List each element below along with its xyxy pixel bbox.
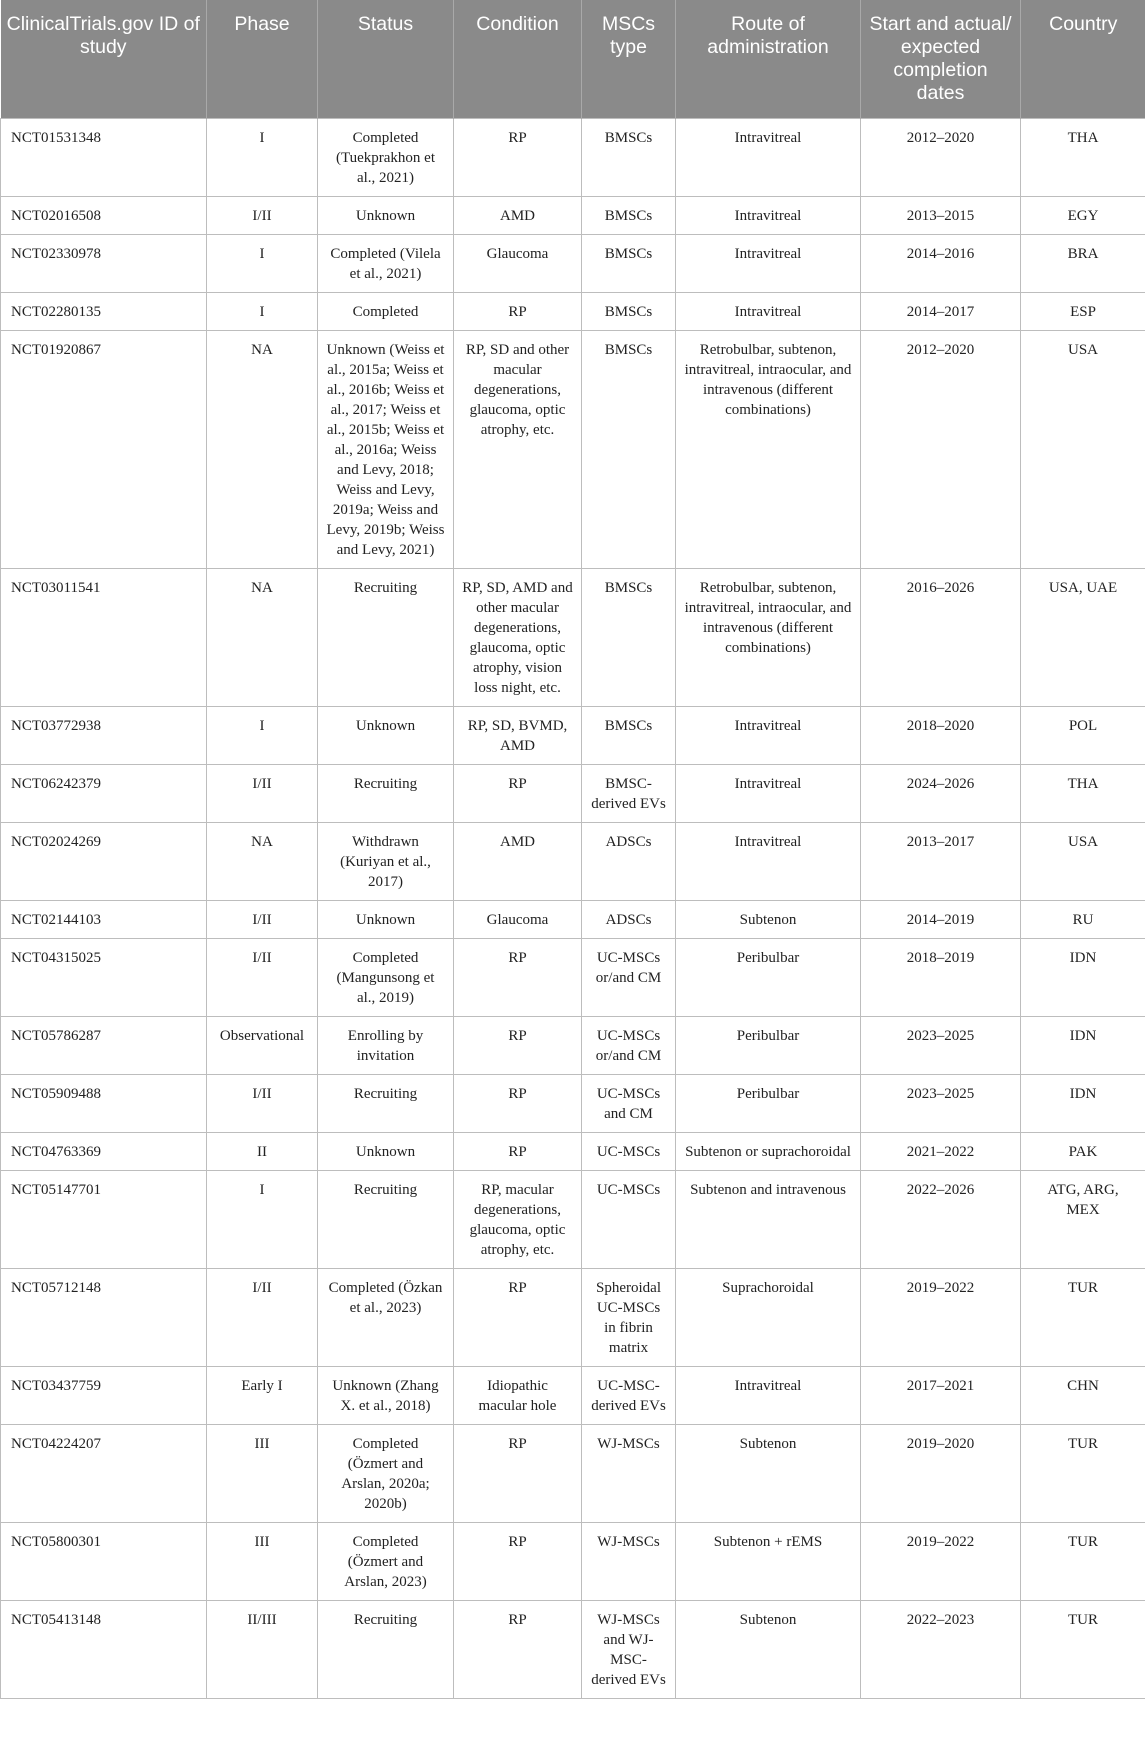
cell-condition: AMD xyxy=(454,196,582,234)
cell-msc-type: ADSCs xyxy=(582,900,676,938)
cell-status: Recruiting xyxy=(318,1074,454,1132)
cell-route: Peribulbar xyxy=(676,1016,861,1074)
cell-country: TUR xyxy=(1021,1600,1145,1698)
cell-phase: I xyxy=(207,1170,318,1268)
cell-status: Completed xyxy=(318,292,454,330)
cell-condition: RP, SD and other macular degenerations, glaucoma, optic atrophy, etc. xyxy=(454,330,582,568)
table-row xyxy=(1,1268,1145,1366)
table-row xyxy=(1,706,1145,764)
cell-status: Completed (Mangunsong et al., 2019) xyxy=(318,938,454,1016)
cell-dates: 2012–2020 xyxy=(861,330,1021,568)
cell-phase: I xyxy=(207,234,318,292)
cell-study-id: NCT03011541 xyxy=(1,568,207,706)
cell-msc-type: Spheroidal UC-MSCs in fibrin matrix xyxy=(582,1268,676,1366)
cell-msc-type: BMSCs xyxy=(582,292,676,330)
cell-condition: Idiopathic macular hole xyxy=(454,1366,582,1424)
cell-msc-type: WJ-MSCs xyxy=(582,1424,676,1522)
cell-dates: 2017–2021 xyxy=(861,1366,1021,1424)
cell-study-id: NCT05413148 xyxy=(1,1600,207,1698)
cell-msc-type: UC-MSCs and CM xyxy=(582,1074,676,1132)
header-msc-type: MSCs type xyxy=(582,0,676,118)
cell-route: Suprachoroidal xyxy=(676,1268,861,1366)
cell-msc-type: WJ-MSCs and WJ-MSC-derived EVs xyxy=(582,1600,676,1698)
cell-route: Intravitreal xyxy=(676,234,861,292)
cell-phase: I/II xyxy=(207,1074,318,1132)
table-row xyxy=(1,822,1145,900)
table-row xyxy=(1,1424,1145,1522)
cell-study-id: NCT04315025 xyxy=(1,938,207,1016)
cell-study-id: NCT04763369 xyxy=(1,1132,207,1170)
table-row xyxy=(1,330,1145,568)
cell-country: IDN xyxy=(1021,1074,1145,1132)
cell-msc-type: UC-MSCs or/and CM xyxy=(582,938,676,1016)
cell-condition: RP xyxy=(454,764,582,822)
cell-condition: RP xyxy=(454,1016,582,1074)
cell-status: Completed (Özmert and Arslan, 2023) xyxy=(318,1522,454,1600)
cell-study-id: NCT05909488 xyxy=(1,1074,207,1132)
cell-route: Intravitreal xyxy=(676,1366,861,1424)
cell-dates: 2014–2017 xyxy=(861,292,1021,330)
cell-route: Subtenon xyxy=(676,900,861,938)
cell-condition: Glaucoma xyxy=(454,900,582,938)
cell-msc-type: ADSCs xyxy=(582,822,676,900)
cell-condition: RP, SD, BVMD, AMD xyxy=(454,706,582,764)
table-row xyxy=(1,1170,1145,1268)
table-row xyxy=(1,1366,1145,1424)
cell-msc-type: UC-MSC-derived EVs xyxy=(582,1366,676,1424)
cell-status: Recruiting xyxy=(318,1600,454,1698)
cell-phase: I/II xyxy=(207,196,318,234)
header-condition: Condition xyxy=(454,0,582,118)
table-row xyxy=(1,1132,1145,1170)
cell-msc-type: BMSCs xyxy=(582,196,676,234)
table-header xyxy=(1,0,1145,118)
cell-msc-type: BMSCs xyxy=(582,568,676,706)
cell-route: Subtenon xyxy=(676,1600,861,1698)
cell-msc-type: BMSCs xyxy=(582,330,676,568)
table-row xyxy=(1,292,1145,330)
cell-condition: RP, SD, AMD and other macular degenerations, glaucoma, optic atrophy, vision loss night, etc. xyxy=(454,568,582,706)
cell-status: Unknown xyxy=(318,900,454,938)
cell-country: TUR xyxy=(1021,1268,1145,1366)
cell-route: Intravitreal xyxy=(676,196,861,234)
cell-country: USA xyxy=(1021,330,1145,568)
cell-condition: RP xyxy=(454,1074,582,1132)
cell-phase: Early I xyxy=(207,1366,318,1424)
cell-country: IDN xyxy=(1021,938,1145,1016)
cell-dates: 2024–2026 xyxy=(861,764,1021,822)
cell-dates: 2018–2020 xyxy=(861,706,1021,764)
cell-status: Completed (Vilela et al., 2021) xyxy=(318,234,454,292)
cell-route: Subtenon or suprachoroidal xyxy=(676,1132,861,1170)
cell-status: Enrolling by invitation xyxy=(318,1016,454,1074)
cell-dates: 2019–2022 xyxy=(861,1268,1021,1366)
cell-dates: 2023–2025 xyxy=(861,1074,1021,1132)
cell-country: PAK xyxy=(1021,1132,1145,1170)
cell-msc-type: BMSCs xyxy=(582,234,676,292)
cell-study-id: NCT02280135 xyxy=(1,292,207,330)
cell-condition: Glaucoma xyxy=(454,234,582,292)
cell-condition: AMD xyxy=(454,822,582,900)
cell-msc-type: WJ-MSCs xyxy=(582,1522,676,1600)
cell-condition: RP xyxy=(454,1522,582,1600)
cell-route: Subtenon and intravenous xyxy=(676,1170,861,1268)
cell-phase: NA xyxy=(207,822,318,900)
cell-route: Subtenon xyxy=(676,1424,861,1522)
cell-msc-type: UC-MSCs xyxy=(582,1170,676,1268)
cell-phase: Observational xyxy=(207,1016,318,1074)
cell-route: Peribulbar xyxy=(676,1074,861,1132)
cell-country: CHN xyxy=(1021,1366,1145,1424)
table-row xyxy=(1,938,1145,1016)
cell-study-id: NCT01920867 xyxy=(1,330,207,568)
cell-msc-type: BMSCs xyxy=(582,118,676,196)
cell-phase: I xyxy=(207,292,318,330)
cell-dates: 2019–2022 xyxy=(861,1522,1021,1600)
cell-study-id: NCT05147701 xyxy=(1,1170,207,1268)
cell-status: Withdrawn (Kuriyan et al., 2017) xyxy=(318,822,454,900)
cell-study-id: NCT03772938 xyxy=(1,706,207,764)
header-phase: Phase xyxy=(207,0,318,118)
cell-condition: RP xyxy=(454,938,582,1016)
header-dates: Start and actual/ expected completion dates xyxy=(861,0,1021,118)
cell-condition: RP xyxy=(454,292,582,330)
cell-country: THA xyxy=(1021,118,1145,196)
cell-country: TUR xyxy=(1021,1424,1145,1522)
cell-route: Retrobulbar, subtenon, intravitreal, intraocular, and intravenous (different combinations) xyxy=(676,330,861,568)
table-row xyxy=(1,568,1145,706)
cell-phase: III xyxy=(207,1424,318,1522)
cell-status: Completed (Özkan et al., 2023) xyxy=(318,1268,454,1366)
cell-msc-type: UC-MSCs xyxy=(582,1132,676,1170)
cell-dates: 2014–2016 xyxy=(861,234,1021,292)
cell-dates: 2022–2026 xyxy=(861,1170,1021,1268)
table-row xyxy=(1,1600,1145,1698)
cell-dates: 2013–2017 xyxy=(861,822,1021,900)
cell-study-id: NCT01531348 xyxy=(1,118,207,196)
cell-route: Intravitreal xyxy=(676,764,861,822)
table-row xyxy=(1,900,1145,938)
cell-status: Unknown (Weiss et al., 2015a; Weiss et al., 2016b; Weiss et al., 2017; Weiss et al., 2015b; Weiss et al., 2016a; Weiss and Levy, 2018; Weiss and Levy, 2019a; Weiss and Levy, 2019b; Weiss and Levy, 2021) xyxy=(318,330,454,568)
cell-route: Intravitreal xyxy=(676,706,861,764)
cell-status: Recruiting xyxy=(318,764,454,822)
cell-condition: RP, macular degenerations, glaucoma, optic atrophy, etc. xyxy=(454,1170,582,1268)
cell-dates: 2021–2022 xyxy=(861,1132,1021,1170)
cell-country: USA xyxy=(1021,822,1145,900)
cell-route: Intravitreal xyxy=(676,118,861,196)
cell-route: Intravitreal xyxy=(676,292,861,330)
cell-condition: RP xyxy=(454,1600,582,1698)
cell-dates: 2022–2023 xyxy=(861,1600,1021,1698)
header-id: ClinicalTrials.gov ID of study xyxy=(1,0,207,118)
cell-phase: I xyxy=(207,118,318,196)
cell-dates: 2018–2019 xyxy=(861,938,1021,1016)
table-row xyxy=(1,234,1145,292)
cell-phase: NA xyxy=(207,330,318,568)
cell-study-id: NCT02330978 xyxy=(1,234,207,292)
cell-condition: RP xyxy=(454,1424,582,1522)
cell-route: Retrobulbar, subtenon, intravitreal, intraocular, and intravenous (different combinations) xyxy=(676,568,861,706)
cell-phase: I/II xyxy=(207,900,318,938)
cell-phase: I/II xyxy=(207,1268,318,1366)
cell-msc-type: BMSC-derived EVs xyxy=(582,764,676,822)
cell-phase: NA xyxy=(207,568,318,706)
cell-status: Completed (Özmert and Arslan, 2020a; 2020b) xyxy=(318,1424,454,1522)
cell-country: IDN xyxy=(1021,1016,1145,1074)
cell-phase: I/II xyxy=(207,764,318,822)
table-row xyxy=(1,1522,1145,1600)
cell-study-id: NCT02024269 xyxy=(1,822,207,900)
cell-status: Recruiting xyxy=(318,1170,454,1268)
cell-dates: 2019–2020 xyxy=(861,1424,1021,1522)
cell-study-id: NCT05800301 xyxy=(1,1522,207,1600)
cell-route: Subtenon + rEMS xyxy=(676,1522,861,1600)
cell-study-id: NCT03437759 xyxy=(1,1366,207,1424)
cell-status: Unknown xyxy=(318,706,454,764)
cell-route: Intravitreal xyxy=(676,822,861,900)
header-route: Route of administration xyxy=(676,0,861,118)
table-row xyxy=(1,764,1145,822)
cell-study-id: NCT02144103 xyxy=(1,900,207,938)
cell-condition: RP xyxy=(454,1132,582,1170)
cell-country: BRA xyxy=(1021,234,1145,292)
table-row xyxy=(1,196,1145,234)
cell-phase: II/III xyxy=(207,1600,318,1698)
cell-country: ESP xyxy=(1021,292,1145,330)
cell-dates: 2014–2019 xyxy=(861,900,1021,938)
cell-route: Peribulbar xyxy=(676,938,861,1016)
cell-msc-type: BMSCs xyxy=(582,706,676,764)
cell-status: Unknown (Zhang X. et al., 2018) xyxy=(318,1366,454,1424)
cell-study-id: NCT06242379 xyxy=(1,764,207,822)
cell-phase: I/II xyxy=(207,938,318,1016)
cell-status: Completed (Tuekprakhon et al., 2021) xyxy=(318,118,454,196)
cell-status: Unknown xyxy=(318,196,454,234)
table-row xyxy=(1,1016,1145,1074)
cell-country: RU xyxy=(1021,900,1145,938)
cell-study-id: NCT05786287 xyxy=(1,1016,207,1074)
cell-dates: 2013–2015 xyxy=(861,196,1021,234)
table-row xyxy=(1,1074,1145,1132)
table-body xyxy=(1,118,1145,1698)
cell-condition: RP xyxy=(454,1268,582,1366)
cell-dates: 2016–2026 xyxy=(861,568,1021,706)
cell-phase: I xyxy=(207,706,318,764)
cell-country: EGY xyxy=(1021,196,1145,234)
header-status: Status xyxy=(318,0,454,118)
cell-msc-type: UC-MSCs or/and CM xyxy=(582,1016,676,1074)
cell-dates: 2023–2025 xyxy=(861,1016,1021,1074)
header-country: Country xyxy=(1021,0,1145,118)
cell-phase: II xyxy=(207,1132,318,1170)
cell-country: TUR xyxy=(1021,1522,1145,1600)
cell-country: THA xyxy=(1021,764,1145,822)
cell-dates: 2012–2020 xyxy=(861,118,1021,196)
cell-status: Recruiting xyxy=(318,568,454,706)
cell-study-id: NCT04224207 xyxy=(1,1424,207,1522)
cell-phase: III xyxy=(207,1522,318,1600)
header-row xyxy=(1,0,1145,118)
cell-country: POL xyxy=(1021,706,1145,764)
cell-country: ATG, ARG, MEX xyxy=(1021,1170,1145,1268)
cell-study-id: NCT02016508 xyxy=(1,196,207,234)
table-row xyxy=(1,118,1145,196)
cell-condition: RP xyxy=(454,118,582,196)
cell-study-id: NCT05712148 xyxy=(1,1268,207,1366)
cell-status: Unknown xyxy=(318,1132,454,1170)
cell-country: USA, UAE xyxy=(1021,568,1145,706)
